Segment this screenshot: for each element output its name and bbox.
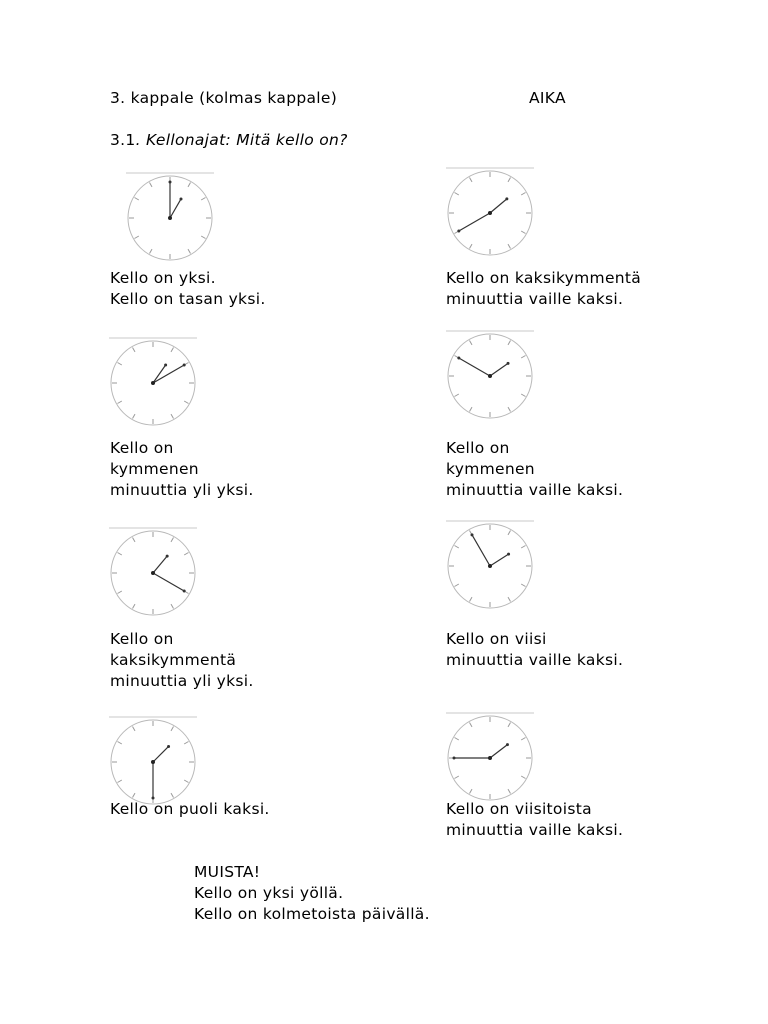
caption-line: kaksikymmentä [110, 651, 237, 669]
minute-hand [459, 358, 490, 376]
clock-tick [133, 604, 136, 608]
minute-hand-tip [183, 590, 186, 593]
reminder-line: Kello on yksi yöllä. [194, 884, 344, 902]
clock-center [151, 381, 155, 385]
caption-line: minuuttia yli yksi. [110, 481, 254, 499]
clock-face [107, 525, 199, 617]
clock-tick [470, 722, 473, 726]
hour-hand [170, 199, 181, 218]
topic-title: AIKA [529, 89, 566, 107]
clock-tick [470, 789, 473, 793]
hour-hand [490, 554, 509, 566]
clock-5 [107, 525, 199, 617]
caption-line: minuuttia yli yksi. [110, 672, 254, 690]
clock-tick [171, 604, 174, 608]
caption-5 [110, 629, 254, 692]
hour-hand-tip [164, 363, 167, 366]
caption-line: minuuttia vaille kaksi. [446, 651, 624, 669]
clock-1 [124, 170, 216, 262]
clock-tick [454, 193, 458, 196]
caption-line: Kello on yksi. [110, 269, 216, 287]
clock-tick [133, 347, 136, 351]
caption-line: Kello on [110, 630, 174, 648]
minute-hand-tip [471, 533, 474, 536]
hour-hand [153, 556, 167, 573]
clock-tick [184, 553, 188, 556]
hour-hand [153, 365, 166, 383]
reminder [194, 862, 430, 925]
hour-hand-tip [180, 197, 183, 200]
clock-tick [470, 244, 473, 248]
hour-hand [490, 745, 507, 758]
clock-tick [521, 193, 525, 196]
clock-tick [508, 530, 511, 534]
clock-6 [444, 518, 536, 610]
clock-tick [508, 722, 511, 726]
clock-tick [508, 340, 511, 344]
minute-hand-tip [453, 757, 456, 760]
clock-7 [107, 714, 199, 806]
clock-tick [201, 236, 205, 239]
clock-tick [117, 401, 121, 404]
clock-tick [133, 726, 136, 730]
clock-tick [521, 394, 525, 397]
clock-tick [508, 244, 511, 248]
caption-line: Kello on puoli kaksi. [110, 800, 270, 818]
clock-tick [171, 726, 174, 730]
clock-8 [444, 710, 536, 802]
clock-tick [454, 394, 458, 397]
caption-4 [446, 438, 623, 501]
clock-face [444, 165, 536, 257]
clock-tick [133, 414, 136, 418]
caption-8 [446, 799, 623, 841]
clock-4 [444, 328, 536, 420]
clock-face [444, 710, 536, 802]
clock-tick [171, 347, 174, 351]
clock-tick [171, 414, 174, 418]
clock-tick [470, 597, 473, 601]
clock-tick [201, 198, 205, 201]
clock-tick [117, 591, 121, 594]
caption-line: Kello on [446, 439, 510, 457]
minute-hand [153, 365, 184, 383]
hour-hand-tip [507, 553, 510, 556]
clock-tick [184, 742, 188, 745]
clock-tick [508, 597, 511, 601]
clock-tick [508, 407, 511, 411]
clock-tick [521, 356, 525, 359]
clock-tick [470, 177, 473, 181]
caption-line: minuuttia vaille kaksi. [446, 290, 624, 308]
clock-tick [150, 182, 153, 186]
clock-tick [134, 198, 138, 201]
clock-tick [454, 738, 458, 741]
clock-center [488, 374, 492, 378]
clock-tick [188, 182, 191, 186]
clock-2 [444, 165, 536, 257]
minute-hand [459, 213, 490, 231]
minute-hand [153, 573, 184, 591]
clock-tick [134, 236, 138, 239]
clock-tick [171, 793, 174, 797]
clock-tick [454, 546, 458, 549]
minute-hand [472, 535, 490, 566]
section-number: 3.1 [110, 131, 136, 149]
clock-tick [521, 584, 525, 587]
minute-hand-tip [457, 230, 460, 233]
caption-6 [446, 629, 623, 671]
hour-hand-tip [166, 555, 169, 558]
hour-hand [153, 746, 169, 762]
clock-tick [150, 249, 153, 253]
caption-line: Kello on viisi [446, 630, 547, 648]
clock-tick [117, 553, 121, 556]
caption-line: Kello on kaksikymmentä [446, 269, 642, 287]
caption-line: kymmenen [110, 460, 199, 478]
caption-line: Kello on viisitoista [446, 800, 592, 818]
clock-tick [470, 407, 473, 411]
hour-hand [490, 363, 508, 376]
clock-face [107, 714, 199, 806]
clock-tick [508, 789, 511, 793]
clock-tick [521, 776, 525, 779]
hour-hand-tip [505, 197, 508, 200]
clock-tick [184, 401, 188, 404]
hour-hand-tip [167, 745, 170, 748]
section-title: . Kellonajat: Mitä kello on? [135, 131, 348, 149]
chapter-title: 3. kappale (kolmas kappale) [110, 89, 338, 107]
clock-tick [508, 177, 511, 181]
clock-face [124, 170, 216, 262]
caption-3 [110, 438, 254, 501]
reminder-title: MUISTA! [194, 863, 261, 881]
clock-center [168, 216, 172, 220]
clock-center [151, 571, 155, 575]
clock-tick [454, 776, 458, 779]
clock-3 [107, 335, 199, 427]
clock-tick [470, 340, 473, 344]
clock-tick [188, 249, 191, 253]
minute-hand-tip [169, 181, 172, 184]
clock-tick [117, 780, 121, 783]
minute-hand-tip [183, 364, 186, 367]
caption-1 [110, 268, 266, 310]
clock-tick [133, 793, 136, 797]
clock-tick [117, 742, 121, 745]
clock-tick [521, 546, 525, 549]
reminder-line: Kello on kolmetoista päivällä. [194, 905, 430, 923]
clock-tick [117, 363, 121, 366]
clock-center [151, 760, 155, 764]
caption-2 [446, 268, 641, 310]
clock-center [488, 564, 492, 568]
section-heading [110, 130, 348, 151]
clock-tick [454, 584, 458, 587]
hour-hand [490, 199, 507, 213]
minute-hand-tip [457, 357, 460, 360]
clock-center [488, 756, 492, 760]
caption-line: minuuttia vaille kaksi. [446, 821, 624, 839]
caption-line: minuuttia vaille kaksi. [446, 481, 624, 499]
caption-7 [110, 799, 270, 820]
clock-tick [521, 738, 525, 741]
clock-face [444, 328, 536, 420]
clock-face [444, 518, 536, 610]
hour-hand-tip [506, 743, 509, 746]
clock-tick [171, 537, 174, 541]
clock-tick [521, 231, 525, 234]
clock-center [488, 211, 492, 215]
hour-hand-tip [507, 362, 510, 365]
clock-face [107, 335, 199, 427]
clock-tick [184, 780, 188, 783]
caption-line: Kello on tasan yksi. [110, 290, 266, 308]
caption-line: kymmenen [446, 460, 535, 478]
caption-line: Kello on [110, 439, 174, 457]
clock-tick [133, 537, 136, 541]
